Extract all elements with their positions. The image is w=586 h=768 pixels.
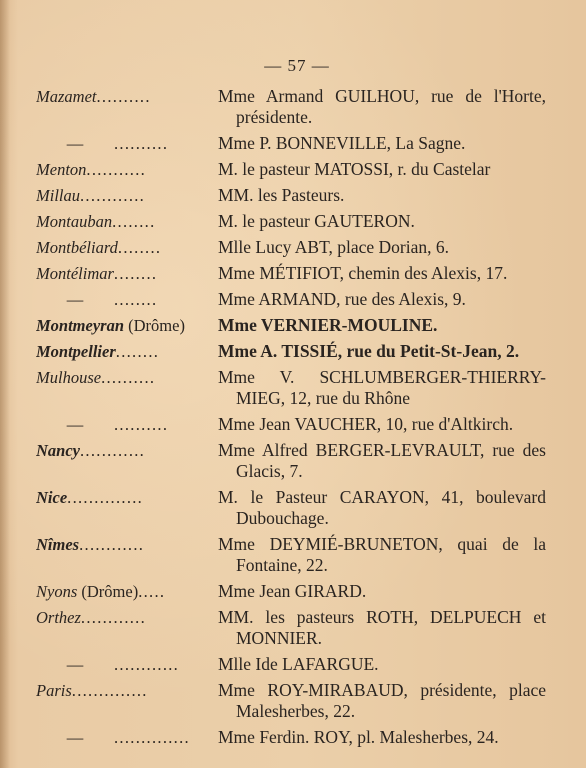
directory-entry	[36, 86, 546, 128]
place-column	[36, 341, 218, 362]
directory-entry	[36, 263, 546, 284]
place-column	[36, 237, 218, 258]
directory-list	[36, 86, 546, 753]
address: Mme A. TISSIÉ, rue du Petit-St-Jean, 2.	[218, 341, 520, 361]
page-edge-shadow	[0, 0, 10, 768]
directory-entry	[36, 341, 546, 362]
directory-entry	[36, 534, 546, 576]
address: MM. les pasteurs ROTH, DELPUECH et MONNIER.	[218, 607, 546, 648]
dot-leader: ............	[80, 186, 146, 205]
address: Mme Ferdin. ROY, pl. Malesherbes, 24.	[218, 727, 499, 747]
place-name: Nîmes	[36, 535, 80, 554]
directory-entry	[36, 607, 546, 649]
place-column	[36, 159, 218, 180]
dot-leader: ........	[115, 342, 160, 361]
address: Mme Alfred BERGER-LEVRAULT, rue des Glacis, 7.	[218, 440, 546, 481]
directory-entry	[36, 237, 546, 258]
dot-leader: ............	[114, 655, 180, 674]
place-column	[36, 440, 218, 461]
directory-entry	[36, 133, 546, 154]
address: MM. les Pasteurs.	[218, 185, 345, 205]
directory-entry	[36, 159, 546, 180]
address: Mme V. SCHLUMBERGER-THIERRY-MIEG, 12, rue du Rhône	[218, 367, 546, 408]
dot-leader: ..............	[71, 681, 148, 700]
place-column	[36, 86, 218, 107]
directory-entry	[36, 487, 546, 529]
address: Mme Jean VAUCHER, 10, rue d'Altkirch.	[218, 414, 514, 434]
directory-entry	[36, 654, 546, 675]
place-column	[36, 487, 218, 508]
address: Mlle Lucy ABT, place Dorian, 6.	[218, 237, 450, 257]
dot-leader: ..............	[67, 488, 144, 507]
dot-leader: ........	[114, 290, 158, 309]
place-name: Montélimar	[36, 264, 114, 283]
place-column	[36, 315, 218, 336]
place-column	[36, 367, 218, 388]
ditto-dash: —	[66, 290, 84, 309]
ditto-dash: —	[66, 728, 84, 747]
place-column	[36, 133, 218, 154]
place-name: Nancy	[36, 441, 80, 460]
address: M. le Pasteur CARAYON, 41, boulevard Dubouchage.	[218, 487, 546, 528]
dot-leader: ..........	[96, 87, 151, 106]
place-column	[36, 534, 218, 555]
place-column	[36, 185, 218, 206]
place-name: Paris	[36, 681, 72, 700]
place-name: Montauban	[36, 212, 113, 231]
address: Mme Jean GIRARD.	[218, 581, 367, 601]
place-name: Orthez	[36, 608, 81, 627]
dot-leader: ............	[80, 441, 146, 460]
place-name: Montbéliard	[36, 238, 118, 257]
directory-entry	[36, 315, 546, 336]
place-name: Menton	[36, 160, 87, 179]
dot-leader: ..............	[114, 728, 190, 747]
directory-entry	[36, 414, 546, 435]
address: Mlle Ide LAFARGUE.	[218, 654, 379, 674]
dot-leader: ..........	[114, 134, 169, 153]
dot-leader: ..........	[114, 415, 169, 434]
place-column	[36, 607, 218, 628]
address: Mme P. BONNEVILLE, La Sagne.	[218, 133, 466, 153]
ditto-dash: —	[66, 134, 84, 153]
directory-entry	[36, 367, 546, 409]
address: M. le pasteur MATOSSI, r. du Castelar	[218, 159, 491, 179]
directory-entry	[36, 440, 546, 482]
place-name: Nice	[36, 488, 68, 507]
dot-leader: ............	[80, 608, 147, 627]
place-column	[36, 727, 218, 748]
page-number: — 57 —	[264, 56, 330, 75]
directory-entry	[36, 727, 546, 748]
place-column	[36, 581, 218, 602]
ditto-dash: —	[66, 415, 84, 434]
place-column	[36, 211, 218, 232]
place-column	[36, 263, 218, 284]
dot-leader: ........	[117, 238, 162, 257]
directory-entry	[36, 211, 546, 232]
place-name: Mazamet	[36, 87, 97, 106]
place-name: Millau	[36, 186, 80, 205]
dot-leader: ........	[113, 264, 158, 283]
place-column	[36, 289, 218, 310]
dot-leader: ..........	[101, 368, 156, 387]
address: Mme Armand GUILHOU, rue de l'Horte, présidente.	[218, 86, 546, 127]
place-column	[36, 414, 218, 435]
dot-leader: .....	[138, 582, 166, 601]
directory-entry	[36, 581, 546, 602]
place-region: (Drôme)	[124, 316, 185, 335]
place-name: Mulhouse	[36, 368, 102, 387]
place-name: Montpellier	[36, 342, 116, 361]
address: Mme DEYMIÉ-BRUNETON, quai de la Fontaine, 22.	[218, 534, 546, 575]
dot-leader: ........	[112, 212, 156, 231]
place-name: Nyons	[36, 582, 78, 601]
directory-entry	[36, 289, 546, 310]
directory-entry	[36, 185, 546, 206]
dot-leader: ...........	[86, 160, 147, 179]
place-name: Montmeyran	[36, 316, 125, 335]
ditto-dash: —	[66, 655, 84, 674]
address: Mme ROY-MIRABAUD, présidente, place Malesherbes, 22.	[218, 680, 546, 721]
address: Mme MÉTIFIOT, chemin des Alexis, 17.	[218, 263, 508, 283]
place-column	[36, 654, 218, 675]
dot-leader: ............	[79, 535, 145, 554]
address: Mme VERNIER-MOULINE.	[218, 315, 438, 335]
directory-entry	[36, 680, 546, 722]
place-column	[36, 680, 218, 701]
address: M. le pasteur GAUTERON.	[218, 211, 415, 231]
place-region: (Drôme)	[77, 582, 139, 601]
address: Mme ARMAND, rue des Alexis, 9.	[218, 289, 466, 309]
